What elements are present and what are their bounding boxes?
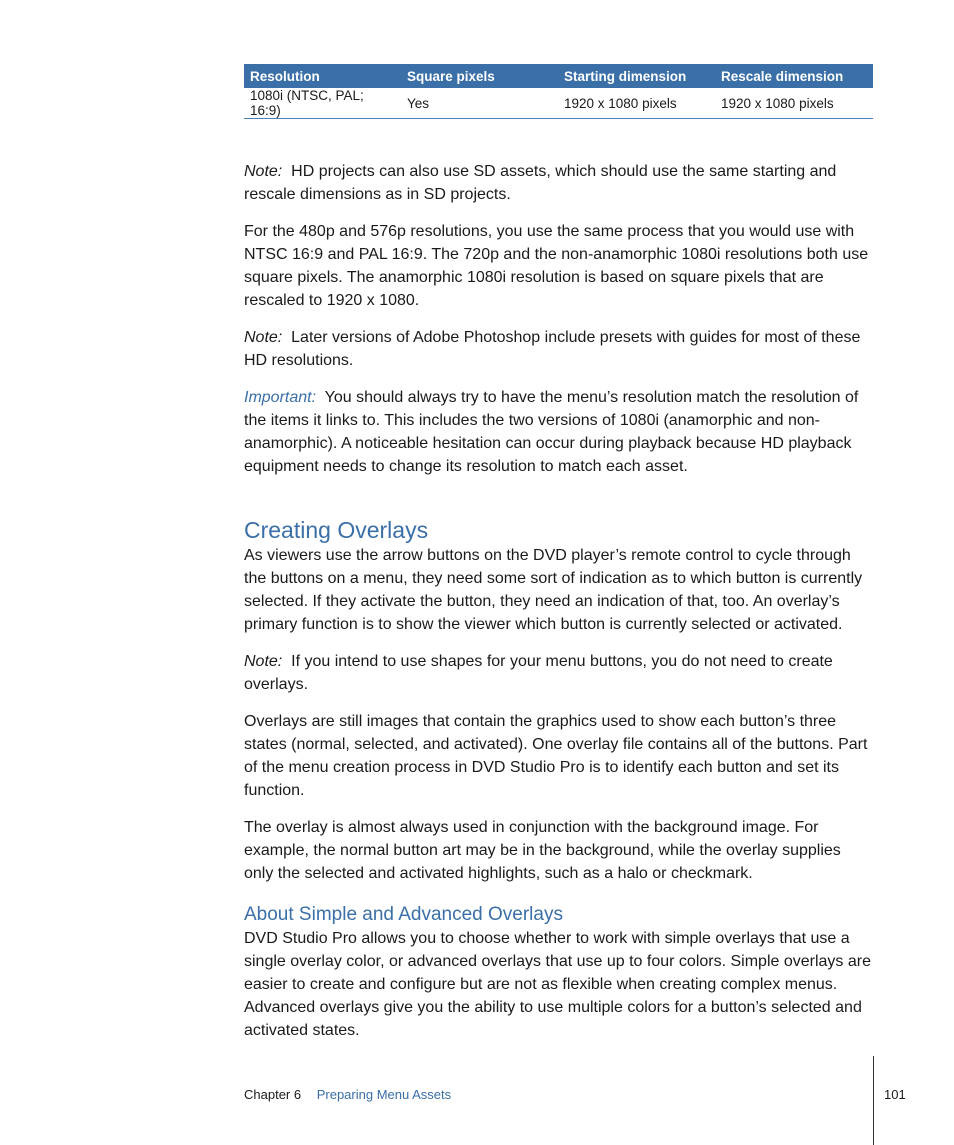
page-footer [244,1086,451,1104]
table-cell: 1920 x 1080 pixels [715,88,873,119]
body-paragraph: DVD Studio Pro allows you to choose whether to work with simple overlays that use a single overlay color, or advanced overlays that use up to four colors. Simple overlays are easier to create and configure but are not as flexible when creating complex menus. Advanced overlays give you the ability to use multiple colors for a button’s selected and activated states. [244,930,871,1039]
note-text: HD projects can also use SD assets, which should use the same starting and rescale dimensions as in SD projects. [244,163,837,203]
important-label: Important: [244,389,317,406]
subsection-heading: About Simple and Advanced Overlays [244,904,563,925]
footer-divider [873,1056,874,1145]
note-label: Note: [244,329,283,346]
note-label: Note: [244,653,283,670]
important-text: You should always try to have the menu’s resolution match the resolution of the items it links to. This includes the two versions of 1080i (anamorphic and non-anamorphic). A noticeable hesitation can occur during playback because HD playback equipment needs to change its resolution to match each asset. [244,389,859,475]
important-paragraph [244,386,874,478]
footer-chapter-title: Preparing Menu Assets [316,1087,452,1102]
table-header-cell: Resolution [244,64,401,88]
table-row [244,88,873,119]
body-paragraph: Overlays are still images that contain the graphics used to show each button’s three states (normal, selected, and activated). One overlay file contains all of the buttons. Part of the menu creation process in DVD Studio Pro is to identify each button and set its function. [244,713,868,799]
body-paragraph: As viewers use the arrow buttons on the DVD player’s remote control to cycle through the buttons on a menu, they need some sort of indication as to which button is currently selected. If they activate the button, they need an indication of that, too. An overlay’s primary function is to show the viewer which button is currently selected or activated. [244,547,863,633]
resolution-table [244,64,873,119]
table-header-row [244,64,873,88]
page-number: 101 [884,1087,906,1102]
table-cell: 1080i (NTSC, PAL; 16:9) [244,88,401,119]
table-header-cell: Starting dimension [558,64,715,88]
note-paragraph [244,326,874,372]
note-text: Later versions of Adobe Photoshop include presets with guides for most of these HD resolutions. [244,329,861,369]
body-paragraph: The overlay is almost always used in conjunction with the background image. For example, the normal button art may be in the background, while the overlay supplies only the selected and activated highlights, such as a halo or checkmark. [244,819,841,882]
table-header-cell: Square pixels [401,64,558,88]
section-heading: Creating Overlays [244,517,429,543]
table-header-cell: Rescale dimension [715,64,873,88]
note-paragraph [244,650,874,696]
note-label: Note: [244,163,283,180]
body-paragraph: For the 480p and 576p resolutions, you use the same process that you would use with NTSC 16:9 and PAL 16:9. The 720p and the non-anamorphic 1080i resolutions both use square pixels. The anamorphic 1080i resolution is based on square pixels that are rescaled to 1920 x 1080. [244,223,869,309]
note-text: If you intend to use shapes for your menu buttons, you do not need to create overlays. [244,653,833,693]
note-paragraph [244,160,874,206]
table-cell: 1920 x 1080 pixels [558,88,715,119]
table-cell: Yes [401,88,558,119]
footer-chapter: Chapter 6 [244,1087,302,1102]
page-content [244,64,874,1042]
